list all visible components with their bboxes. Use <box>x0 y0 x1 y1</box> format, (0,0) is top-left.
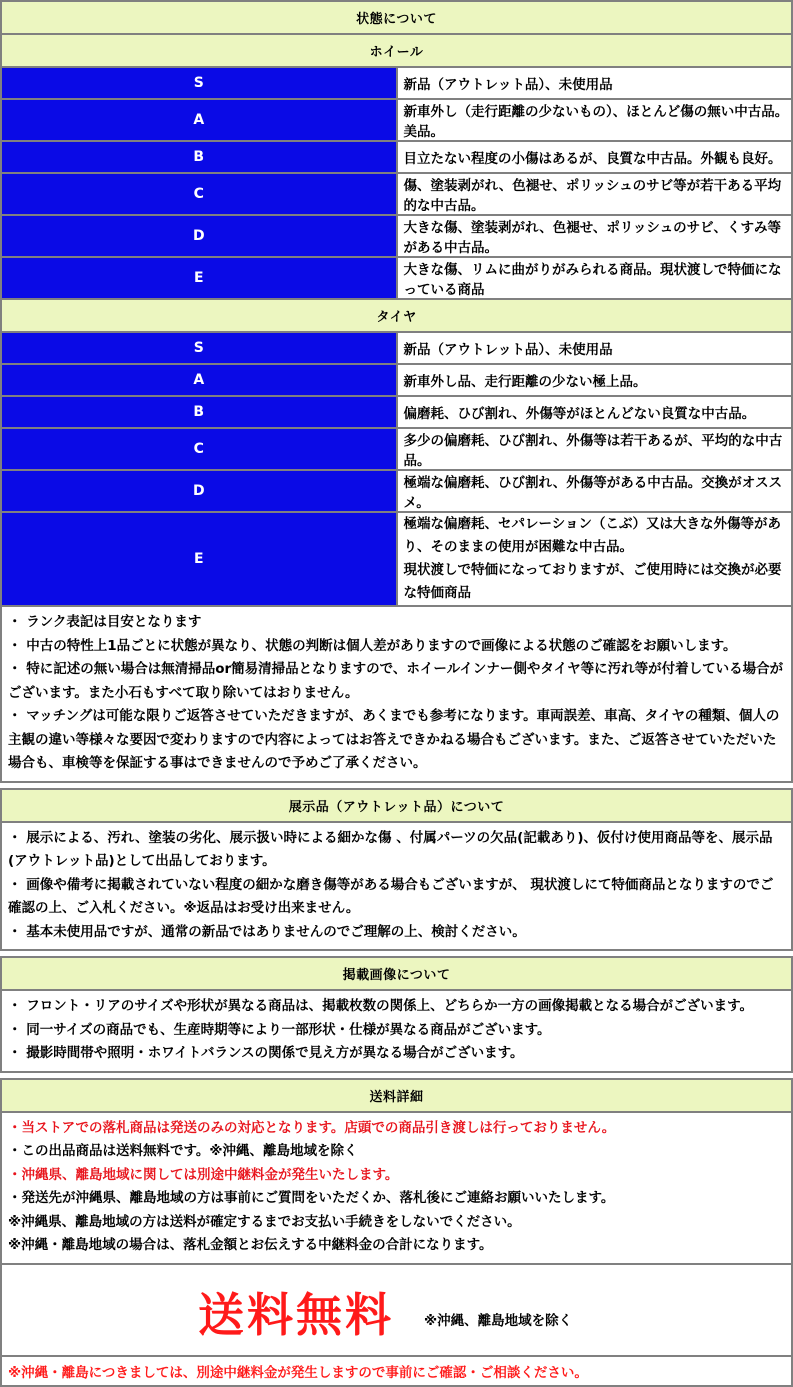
outlet-notes <box>1 822 792 951</box>
outlet-title: 展示品（アウトレット品）について <box>1 789 792 822</box>
grade-description: 新車外し品、走行距離の少ない極上品。 <box>397 364 793 396</box>
grade-badge: C <box>1 428 397 470</box>
grade-badge: S <box>1 67 397 99</box>
grade-badge: D <box>1 470 397 512</box>
shipping-notes <box>1 1112 792 1264</box>
wheel-row-e <box>1 257 792 299</box>
grade-description <box>397 512 793 606</box>
grade-badge: D <box>1 215 397 257</box>
note-item: ・ 特に記述の無い場合は無清掃品or簡易清掃品となりますので、ホイールインナー側やタイヤ等に汚れ等が付着している場合がございます。また小石もすべて取り除いてはおりません。 <box>8 661 784 701</box>
final-note: ※沖縄・離島につきましては、別途中継料金が発生しますので事前にご確認・ご相談ください。 <box>1 1356 792 1386</box>
images-table <box>0 956 793 1073</box>
grade-badge: C <box>1 173 397 215</box>
outlet-table <box>0 788 793 952</box>
images-notes <box>1 990 792 1072</box>
shipping-line: ・当ストアでの落札商品は発送のみの対応となります。店頭での商品引き渡しは行っておりません。 <box>8 1119 616 1136</box>
grade-badge: S <box>1 332 397 364</box>
note-item: ・ マッチングは可能な限りご返答させていただきますが、あくまでも参考になります。車両誤差、車高、タイヤの種類、個人の主観の違い等様々な要因で変わりますので内容によってはお答えできかねる場合もございます。また、ご返答させていただいた場合も、車検等を保証する事はできませんので予めご了承ください。 <box>8 708 780 771</box>
grade-description-line: 極端な偏磨耗、セパレーション（こぶ）又は大きな外傷等があり、そのままの使用が困難な中古品。 <box>403 516 781 555</box>
tire-row-e <box>1 512 792 606</box>
note-item: ・ 展示による、汚れ、塗装の劣化、展示扱い時による細かな傷 、付属パーツの欠品(記載あり)、仮付け使用商品等を、展示品(アウトレット品)として出品しております。 <box>8 829 773 869</box>
shipping-line: ・発送先が沖縄県、離島地域の方は事前にご質問をいただくか、落札後にご連絡お願いいたします。 <box>8 1190 615 1206</box>
wheel-row-a <box>1 99 792 141</box>
shipping-table <box>0 1078 793 1387</box>
free-shipping-banner <box>1 1264 792 1356</box>
free-shipping-label: 送料無料 <box>198 1287 394 1342</box>
note-item: ・ 撮影時間帯や照明・ホワイトバランスの関係で見え方が異なる場合がございます。 <box>8 1045 524 1061</box>
wheel-row-d <box>1 215 792 257</box>
tire-heading: タイヤ <box>1 299 792 332</box>
note-item: ・ 中古の特性上1品ごとに状態が異なり、状態の判断は個人差がありますので画像による状態のご確認をお願いします。 <box>8 637 737 654</box>
grade-description: 多少の偏磨耗、ひび割れ、外傷等は若干あるが、平均的な中古品。 <box>397 428 793 470</box>
wheel-row-c <box>1 173 792 215</box>
grade-description: 極端な偏磨耗、ひび割れ、外傷等がある中古品。交換がオススメ。 <box>397 470 793 512</box>
wheel-row-s <box>1 67 792 99</box>
grade-badge: A <box>1 364 397 396</box>
tire-row-a <box>1 364 792 396</box>
shipping-line: ・この出品商品は送料無料です。※沖縄、離島地域を除く <box>8 1143 358 1159</box>
shipping-title: 送料詳細 <box>1 1079 792 1112</box>
note-item: ・ 画像や備考に掲載されていない程度の細かな磨き傷等がある場合もございますが、 現状渡しにて特価商品となりますのでご確認の上、ご入札ください。※返品はお受け出来ません。 <box>8 876 774 916</box>
grade-description: 傷、塗装剥がれ、色褪せ、ポリッシュのサビ等が若干ある平均的な中古品。 <box>397 173 793 215</box>
condition-notes <box>1 606 792 782</box>
note-item: ・ フロント・リアのサイズや形状が異なる商品は、掲載枚数の関係上、どちらか一方の画像掲載となる場合がございます。 <box>8 998 754 1014</box>
free-shipping-note: ※沖縄、離島地域を除く <box>424 1312 573 1329</box>
condition-title: 状態について <box>1 1 792 34</box>
grade-description: 大きな傷、塗装剥がれ、色褪せ、ポリッシュのサビ、くすみ等がある中古品。 <box>397 215 793 257</box>
note-item: ・ 基本未使用品ですが、通常の新品ではありませんのでご理解の上、検討ください。 <box>8 923 526 940</box>
wheel-row-b <box>1 141 792 173</box>
shipping-line: ・沖縄県、離島地域に関しては別途中継料金が発生いたします。 <box>8 1166 399 1183</box>
tire-row-s <box>1 332 792 364</box>
images-title: 掲載画像について <box>1 957 792 990</box>
grade-badge: E <box>1 512 397 606</box>
wheel-heading: ホイール <box>1 34 792 67</box>
shipping-line: ※沖縄・離島地域の場合は、落札金額とお伝えする中継料金の合計になります。 <box>8 1237 493 1253</box>
grade-badge: B <box>1 396 397 428</box>
grade-description: 新品（アウトレット品）、未使用品 <box>397 67 793 99</box>
grade-badge: B <box>1 141 397 173</box>
note-item: ・ ランク表記は目安となります <box>8 614 202 630</box>
tire-row-c <box>1 428 792 470</box>
grade-description: 新車外し（走行距離の少ないもの）、ほとんど傷の無い中古品。美品。 <box>397 99 793 141</box>
grade-description: 偏磨耗、ひび割れ、外傷等がほとんどない良質な中古品。 <box>397 396 793 428</box>
shipping-line: ※沖縄県、離島地域の方は送料が確定するまでお支払い手続きをしないでください。 <box>8 1213 521 1230</box>
grade-badge: A <box>1 99 397 141</box>
note-item: ・ 同一サイズの商品でも、生産時期等により一部形状・仕様が異なる商品がございます。 <box>8 1021 551 1038</box>
tire-row-d <box>1 470 792 512</box>
grade-badge: E <box>1 257 397 299</box>
grade-description-line: 現状渡しで特価になっておりますが、ご使用時には交換が必要な特価商品 <box>403 562 782 601</box>
tire-row-b <box>1 396 792 428</box>
grade-description: 大きな傷、リムに曲がりがみられる商品。現状渡しで特価になっている商品 <box>397 257 793 299</box>
grade-description: 新品（アウトレット品）、未使用品 <box>397 332 793 364</box>
grade-description: 目立たない程度の小傷はあるが、良質な中古品。外観も良好。 <box>397 141 793 173</box>
